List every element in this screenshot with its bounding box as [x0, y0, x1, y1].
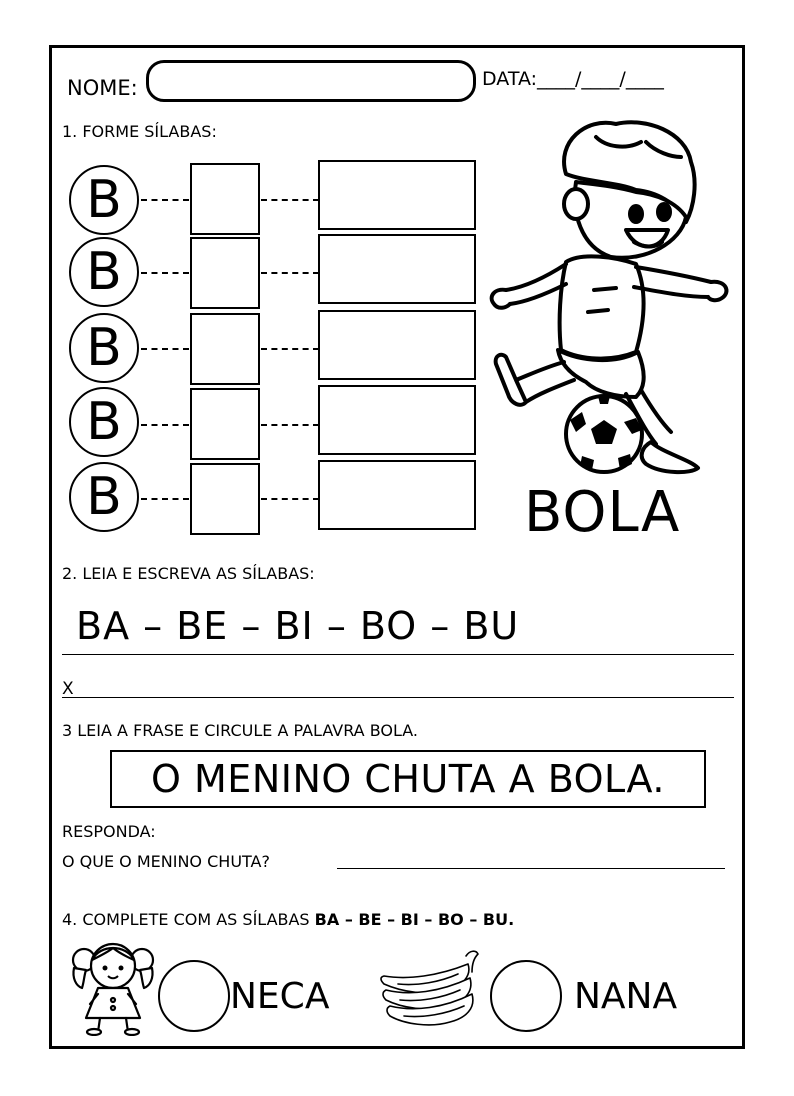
doll-icon — [70, 938, 156, 1036]
letter-circle — [69, 462, 139, 532]
letter-circle — [69, 387, 139, 457]
dashed-connector — [261, 272, 319, 274]
dashed-connector — [141, 199, 189, 201]
syllable-circle[interactable] — [490, 960, 562, 1032]
nome-label: NOME: — [67, 76, 138, 100]
sentence-text: O MENINO CHUTA A BOLA. — [151, 757, 665, 801]
letter-circle — [69, 165, 139, 235]
boy-kicking-ball-icon — [486, 112, 736, 477]
question-4-prefix: 4. COMPLETE COM AS SÍLABAS — [62, 910, 315, 929]
writing-line[interactable] — [62, 697, 734, 698]
answer-line[interactable] — [337, 868, 725, 869]
word-nana: NANA — [574, 976, 678, 1017]
syllable-box[interactable] — [190, 237, 260, 309]
data-label: DATA:____/____/____ — [482, 68, 664, 90]
question-1-title: 1. FORME SÍLABAS: — [62, 122, 217, 141]
letter-label: B — [86, 170, 122, 230]
word-box[interactable] — [318, 160, 476, 230]
question-4-syllables: BA – BE – BI – BO – BU. — [314, 910, 515, 929]
syllable-box[interactable] — [190, 388, 260, 460]
dashed-connector — [261, 348, 319, 350]
nome-field[interactable] — [146, 60, 476, 102]
dashed-connector — [141, 424, 189, 426]
dashed-connector — [261, 424, 319, 426]
letter-circle — [69, 237, 139, 307]
syllables-text: BA – BE – BI – BO – BU — [76, 604, 520, 648]
word-neca: NECA — [230, 976, 330, 1017]
dashed-connector — [261, 498, 319, 500]
question-2-title: 2. LEIA E ESCREVA AS SÍLABAS: — [62, 564, 315, 583]
word-box[interactable] — [318, 234, 476, 304]
writing-line[interactable] — [62, 654, 734, 655]
soccer-ball-icon — [566, 396, 642, 472]
line-prefix: X — [62, 679, 74, 699]
letter-label: B — [86, 242, 122, 302]
dashed-connector — [141, 498, 189, 500]
letter-label: B — [86, 392, 122, 452]
picture-word: BOLA — [524, 480, 681, 545]
word-box[interactable] — [318, 460, 476, 530]
dashed-connector — [141, 272, 189, 274]
respond-label: RESPONDA: — [62, 822, 156, 841]
word-box[interactable] — [318, 385, 476, 455]
banana-icon — [378, 946, 486, 1034]
word-box[interactable] — [318, 310, 476, 380]
syllable-box[interactable] — [190, 163, 260, 235]
syllable-box[interactable] — [190, 313, 260, 385]
dashed-connector — [261, 199, 319, 201]
syllable-circle[interactable] — [158, 960, 230, 1032]
letter-circle — [69, 313, 139, 383]
question-3-title: 3 LEIA A FRASE E CIRCULE A PALAVRA BOLA. — [62, 721, 419, 740]
letter-label: B — [86, 318, 122, 378]
syllable-box[interactable] — [190, 463, 260, 535]
letter-label: B — [86, 467, 122, 527]
dashed-connector — [141, 348, 189, 350]
question-text: O QUE O MENINO CHUTA? — [62, 852, 270, 871]
question-4-title — [62, 910, 514, 929]
sentence-box — [110, 750, 706, 808]
